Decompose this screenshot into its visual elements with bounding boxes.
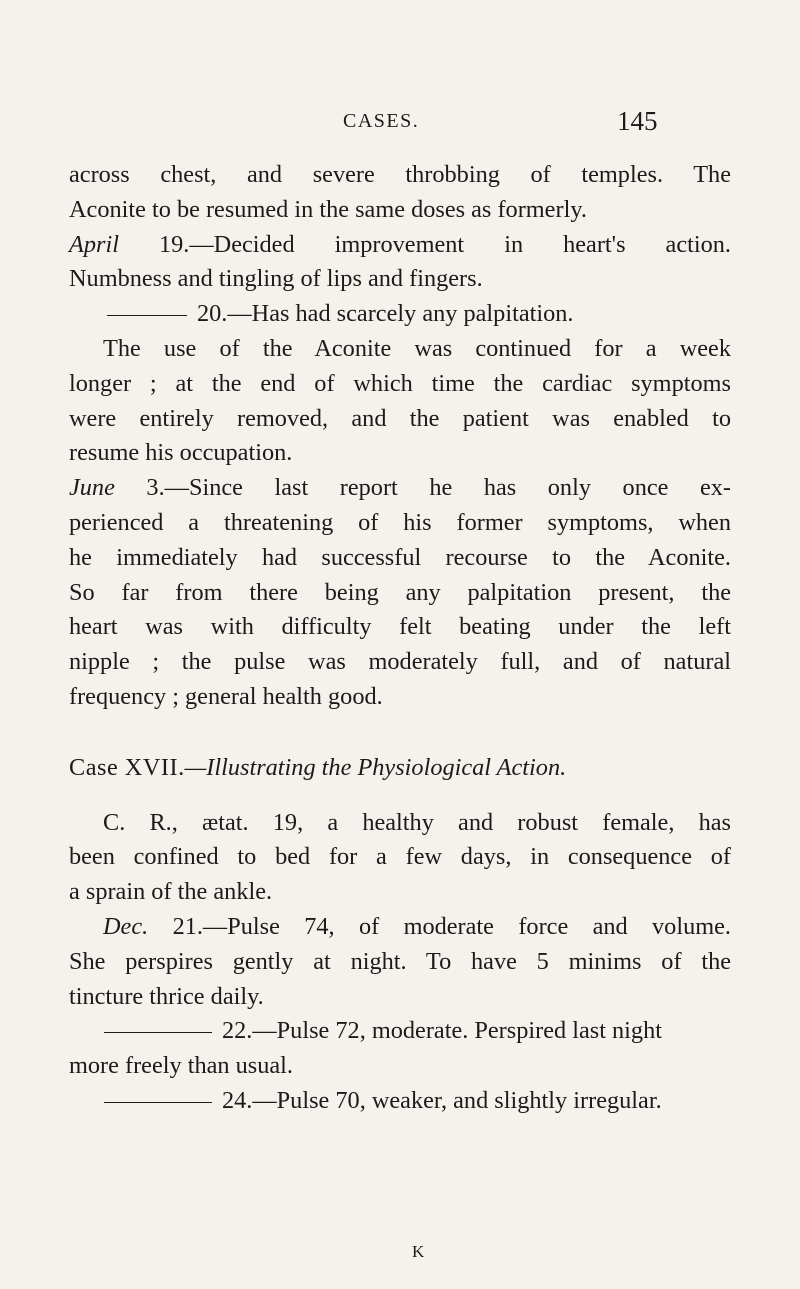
entry-22-line xyxy=(69,1014,731,1049)
case-heading xyxy=(69,751,731,786)
running-title: CASES. xyxy=(343,110,420,132)
entry-date: June xyxy=(69,474,115,502)
page-number: 145 xyxy=(617,106,658,136)
entry-text: 21.—Pulse 74, of moderate force and volume. xyxy=(148,912,731,940)
entry-dec-line xyxy=(69,910,731,945)
text-line: were entirely removed, and the patient was enabled to xyxy=(69,404,731,432)
body-text xyxy=(69,158,731,1119)
signature-mark: K xyxy=(412,1242,425,1261)
entry-20-line xyxy=(69,297,731,332)
entry-24-line xyxy=(69,1084,731,1119)
section-gap xyxy=(69,786,731,806)
text-line: tincture thrice daily. xyxy=(69,982,264,1010)
text-line: The use of the Aconite was continued for a week xyxy=(103,334,731,362)
text-line: he immediately had successful recourse to the Aconite. xyxy=(69,543,731,571)
text-line: resume his occupation. xyxy=(69,439,293,467)
ditto-dash xyxy=(104,1102,212,1103)
text-line: across chest, and severe throbbing of temples. The xyxy=(69,161,731,188)
entry-june-line xyxy=(69,471,731,506)
entry-text: 22.—Pulse 72, moderate. Perspired last night xyxy=(222,1017,662,1045)
text-line: longer ; at the end of which time the cardiac symptoms xyxy=(69,369,731,397)
entry-text: 3.—Since last report he has only once ex- xyxy=(114,474,731,502)
entry-text: 24.—Pulse 70, weaker, and slightly irregular. xyxy=(222,1086,662,1114)
case-title: —Illustrating the Physiological Action. xyxy=(184,753,567,781)
ditto-dash xyxy=(104,1032,212,1033)
text-line: C. R., ætat. 19, a healthy and robust female, has xyxy=(103,808,731,836)
text-line: more freely than usual. xyxy=(69,1052,293,1080)
entry-text: 19.—Decided improvement in heart's action. xyxy=(118,230,731,258)
text-line: nipple ; the pulse was moderately full, and of natural xyxy=(69,648,731,676)
text-line: frequency ; general health good. xyxy=(69,682,383,710)
text-line: been confined to bed for a few days, in consequence of xyxy=(69,843,731,871)
entry-text: 20.—Has had scarcely any palpitation. xyxy=(197,300,574,328)
text-line: She perspires gently at night. To have 5 minims of the xyxy=(69,947,731,975)
text-line: perienced a threatening of his former symptoms, when xyxy=(69,508,731,536)
text-line: a sprain of the ankle. xyxy=(69,878,273,906)
text-line: Numbness and tingling of lips and fingers. xyxy=(69,265,483,293)
entry-date: April xyxy=(69,230,119,258)
text-line: So far from there being any palpitation present, the xyxy=(69,578,731,606)
ditto-dash xyxy=(107,315,187,316)
entry-date: Dec. xyxy=(103,912,149,940)
section-gap xyxy=(69,715,731,751)
text-line: heart was with difficulty felt beating under the left xyxy=(69,613,731,641)
running-head xyxy=(0,106,800,136)
text-line: Aconite to be resumed in the same doses as formerly. xyxy=(69,195,587,223)
case-label: Case XVII. xyxy=(69,753,185,781)
entry-april-line xyxy=(69,228,731,263)
